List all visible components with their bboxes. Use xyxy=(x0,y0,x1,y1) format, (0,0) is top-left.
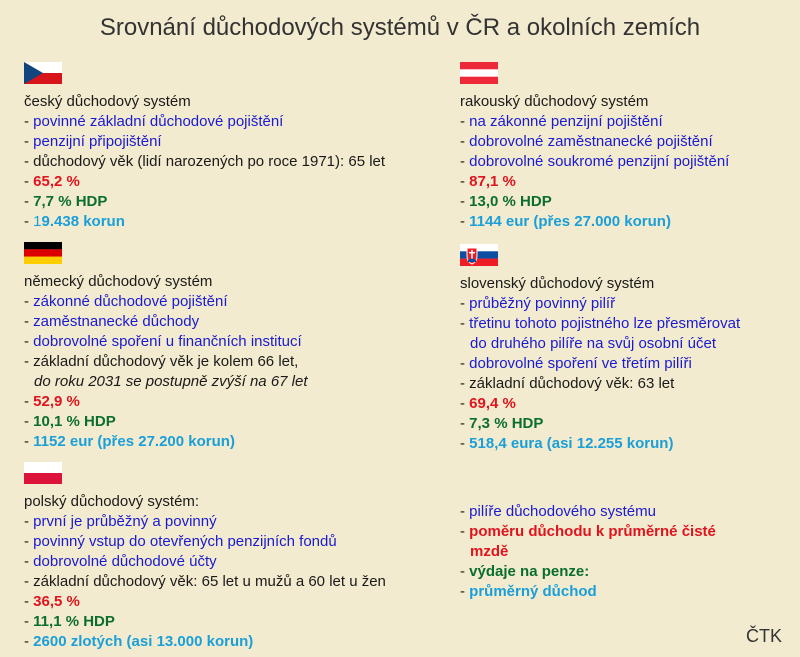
slovakia-heading: slovenský důchodový systém xyxy=(460,275,655,292)
austrian-flag-icon xyxy=(460,62,498,84)
austria-pillar-3: dobrovolné soukromé penzijní pojištění xyxy=(469,153,730,170)
germany-age: základní důchodový věk je kolem 66 let, xyxy=(33,353,299,370)
czech-pension-prefix: 1 xyxy=(33,213,42,230)
czech-gdp: 7,7 % HDP xyxy=(33,193,108,210)
germany-pillar-1: zákonné důchodové pojištění xyxy=(33,293,228,310)
german-flag-icon xyxy=(24,242,62,264)
legend-spending: výdaje na penze: xyxy=(469,563,590,580)
germany-ratio: 52,9 % xyxy=(33,393,80,410)
poland-pension: 2600 zlotých (asi 13.000 korun) xyxy=(33,633,254,650)
germany-pillar-2: zaměstnanecké důchody xyxy=(33,313,200,330)
poland-pillar-2: povinný vstup do otevřených penzijních fondů xyxy=(33,533,337,550)
slovakia-pillar-2-cont: do druhého pilíře na svůj osobní účet xyxy=(470,335,716,352)
poland-heading: polský důchodový systém: xyxy=(24,493,200,510)
slovakia-age: základní důchodový věk: 63 let xyxy=(469,375,675,392)
czech-heading: český důchodový systém xyxy=(24,93,191,110)
legend-avg-pension: průměrný důchod xyxy=(469,583,597,600)
germany-gdp: 10,1 % HDP xyxy=(33,413,116,430)
czech-section: český důchodový systém - povinné základní důchodové pojištění - penzijní připojištění - důchodový věk (lidí narozených po roce 1971): 65 let - 65,2 % - 7,7 % HDP - 19.438 korun xyxy=(24,62,385,232)
legend-ratio-cont: mzdě xyxy=(470,543,509,560)
germany-section: německý důchodový systém - zákonné důchodové pojištění - zaměstnanecké důchody - dobrovolné spoření u finančních institucí - základní důchodový věk je kolem 66 let, do roku 2031 se postupně zvýší na 67 let - 52,9 % - 10,1 % HDP - 1152 eur (přes 27.200 korun) xyxy=(24,242,308,452)
czech-ratio: 65,2 % xyxy=(33,173,80,190)
polish-flag-icon xyxy=(24,462,62,484)
germany-age-note: do roku 2031 se postupně zvýší na 67 let xyxy=(34,373,308,390)
source-credit: ČTK xyxy=(746,626,782,646)
slovakia-pillar-1: průběžný povinný pilíř xyxy=(469,295,616,312)
slovakia-section: slovenský důchodový systém - průběžný povinný pilíř - třetinu tohoto pojistného lze přesměrovat do druhého pilíře na svůj osobní účet - dobrovolné spoření ve třetím pilíři - základní důchodový věk: 63 let - 69,4 % - 7,3 % HDP - 518,4 eura (asi 12.255 korun) xyxy=(460,244,740,454)
slovakia-pillar-2: třetinu tohoto pojistného lze přesměrovat xyxy=(469,315,741,332)
slovakia-pension: 518,4 eura (asi 12.255 korun) xyxy=(469,435,674,452)
austria-gdp: 13,0 % HDP xyxy=(469,193,552,210)
poland-section: polský důchodový systém: - první je průběžný a povinný - povinný vstup do otevřených penzijních fondů - dobrovolné důchodové účty - základní důchodový věk: 65 let u mužů a 60 let u žen - 36,5 % - 11,1 % HDP - 2600 zlotých (asi 13.000 korun) xyxy=(24,462,386,652)
czech-pillar-2: penzijní připojištění xyxy=(33,133,162,150)
austria-section: rakouský důchodový systém - na zákonné penzijní pojištění - dobrovolné zaměstnanecké pojištění - dobrovolné soukromé penzijní pojištění - 87,1 % - 13,0 % HDP - 1144 eur (přes 27.000 korun) xyxy=(460,62,729,232)
slovakia-ratio: 69,4 % xyxy=(469,395,516,412)
czech-age: důchodový věk (lidí narozených po roce 1971): 65 let xyxy=(33,153,386,170)
germany-pension: 1152 eur (přes 27.200 korun) xyxy=(33,433,235,450)
legend-ratio: poměru důchodu k průměrné čisté xyxy=(469,523,716,540)
austria-pension: 1144 eur (přes 27.000 korun) xyxy=(469,213,671,230)
czech-pillar-1: povinné základní důchodové pojištění xyxy=(33,113,284,130)
poland-ratio: 36,5 % xyxy=(33,593,80,610)
slovak-flag-icon xyxy=(460,244,498,266)
legend-pillars: pilíře důchodového systému xyxy=(469,503,656,520)
austria-pillar-2: dobrovolné zaměstnanecké pojištění xyxy=(469,133,713,150)
germany-pillar-3: dobrovolné spoření u finančních institucí xyxy=(33,333,302,350)
czech-pension: 9.438 korun xyxy=(41,213,125,230)
legend: - pilíře důchodového systému - poměru důchodu k průměrné čisté mzdě - výdaje na penze: - průměrný důchod xyxy=(460,503,716,600)
poland-pillar-3: dobrovolné důchodové účty xyxy=(33,553,217,570)
poland-pillar-1: první je průběžný a povinný xyxy=(33,513,217,530)
czech-flag-icon xyxy=(24,62,62,84)
austria-heading: rakouský důchodový systém xyxy=(460,93,649,110)
page-title: Srovnání důchodových systémů v ČR a okolních zemích xyxy=(99,14,701,41)
germany-heading: německý důchodový systém xyxy=(24,273,213,290)
slovakia-gdp: 7,3 % HDP xyxy=(469,415,544,432)
austria-ratio: 87,1 % xyxy=(469,173,516,190)
austria-pillar-1: na zákonné penzijní pojištění xyxy=(469,113,663,130)
poland-gdp: 11,1 % HDP xyxy=(33,613,115,630)
slovakia-pillar-3: dobrovolné spoření ve třetím pilíři xyxy=(469,355,692,372)
poland-age: základní důchodový věk: 65 let u mužů a 60 let u žen xyxy=(33,573,386,590)
